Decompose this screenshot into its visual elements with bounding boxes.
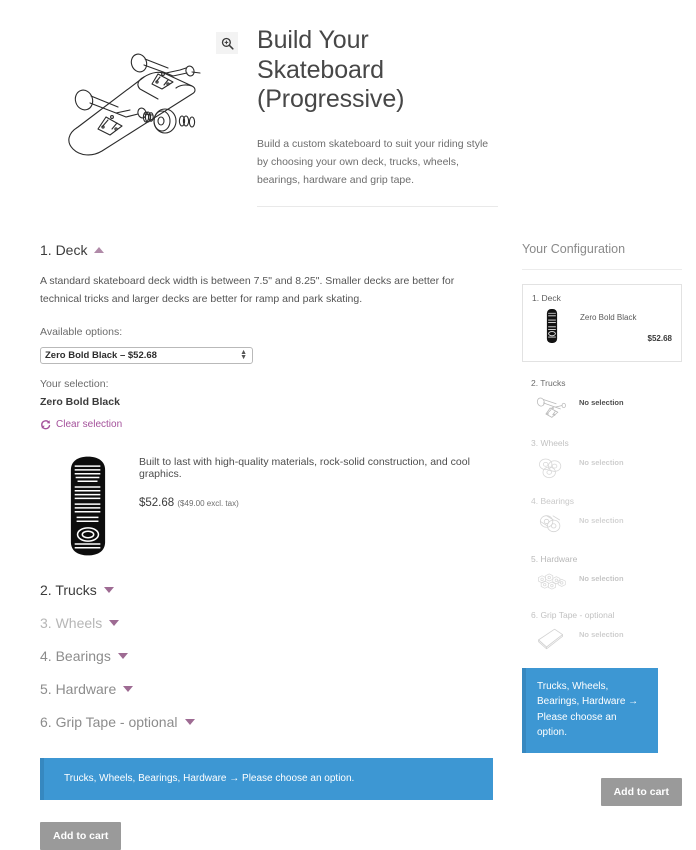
trucks-thumb-icon [534, 394, 568, 422]
main-cart-wrapper [40, 822, 500, 850]
main-alert-text: Trucks, Wheels, Bearings, Hardware → Please choose an option. [64, 773, 355, 785]
price-main: $52.68 [139, 497, 175, 510]
config-item-hardware [522, 554, 682, 594]
clear-selection-link[interactable] [40, 419, 122, 430]
section-header-griptape[interactable] [40, 714, 500, 730]
add-to-cart-button[interactable]: Add to cart [40, 822, 121, 850]
page-description: Build a custom skateboard to suit your riding style by choosing your own deck, trucks, wheels, bearings, hardware and grip tape. [257, 137, 489, 187]
your-selection-label: Your selection: [40, 378, 109, 391]
config-thumb-bearings [531, 512, 571, 538]
section-label-griptape: 6. Grip Tape - optional [40, 714, 178, 731]
hardware-thumb-icon [534, 570, 568, 594]
section-label-wheels: 3. Wheels [40, 615, 103, 632]
config-body-hardware [579, 570, 673, 583]
section-label-trucks: 2. Trucks [40, 582, 97, 599]
bearings-thumb-icon [535, 512, 567, 538]
config-body-deck [580, 309, 672, 351]
deck-product-info [135, 452, 500, 556]
hero-divider [257, 206, 498, 207]
your-selection-value: Zero Bold Black [40, 396, 120, 409]
deck-product-thumb [40, 452, 135, 556]
price-excl-tax: ($49.00 excl. tax) [177, 499, 239, 509]
config-body-griptape [579, 626, 673, 639]
add-to-cart-button-sidebar[interactable]: Add to cart [601, 778, 682, 806]
sidebar-alert-text: Trucks, Wheels, Bearings, Hardware → Please choose an option. [537, 680, 639, 739]
selected-product-row [40, 452, 500, 556]
configuration-title: Your Configuration [522, 241, 626, 256]
sidebar-cart-wrapper [522, 778, 682, 806]
config-heading-trucks: 2. Trucks [531, 377, 566, 388]
config-thumb-deck [532, 309, 572, 343]
section-header-hardware[interactable] [40, 681, 500, 697]
hero-section [0, 0, 696, 207]
config-row-deck [532, 309, 672, 351]
section-header-wheels[interactable] [40, 615, 500, 631]
config-item-deck [522, 284, 682, 362]
config-row-griptape [531, 626, 673, 652]
config-value-hardware: No selection [579, 573, 624, 583]
available-options-label: Available options: [40, 326, 123, 339]
config-row-wheels [531, 454, 673, 480]
collapsed-sections-list [40, 582, 500, 730]
config-thumb-wheels [531, 454, 571, 480]
section-header-bearings[interactable] [40, 648, 500, 664]
chevron-down-icon [118, 653, 128, 659]
config-heading-griptape: 6. Grip Tape - optional [531, 609, 615, 620]
config-value-griptape: No selection [579, 629, 624, 639]
deck-description: A standard skateboard deck width is between 7.5" and 8.25". Smaller decks are better for technical tricks and larger decks are better for ramp and park skating. [40, 274, 455, 305]
main-validation-alert [40, 758, 493, 800]
chevron-down-icon [185, 719, 195, 725]
section-label-hardware: 5. Hardware [40, 681, 117, 698]
select-stepper-icon: ▲ ▼ [240, 348, 247, 361]
deck-option-select[interactable] [40, 347, 253, 364]
main-columns [0, 207, 696, 850]
config-heading-bearings: 4. Bearings [531, 495, 574, 506]
config-body-bearings [579, 512, 673, 525]
magnifier-plus-icon [221, 37, 234, 50]
configuration-sidebar [522, 242, 682, 806]
clear-selection-label: Clear selection [56, 419, 123, 431]
page-title: Build Your Skateboard (Progressive) [257, 26, 405, 113]
section-header-trucks[interactable] [40, 582, 500, 598]
chevron-down-icon [109, 620, 119, 626]
config-item-trucks [522, 378, 682, 422]
config-value-wheels: No selection [579, 457, 624, 467]
config-thumb-griptape [531, 626, 571, 652]
deck-product-blurb: Built to last with high-quality materials, rock-solid construction, and cool graphics. [139, 456, 470, 481]
griptape-thumb-icon [535, 626, 567, 652]
config-value-bearings: No selection [579, 515, 624, 525]
section-label-deck: 1. Deck [40, 241, 88, 258]
config-row-bearings [531, 512, 673, 538]
section-header-deck[interactable] [40, 242, 500, 258]
config-heading-wheels: 3. Wheels [531, 437, 569, 448]
config-value-trucks: No selection [579, 397, 624, 407]
config-heading-deck: 1. Deck [532, 292, 561, 303]
config-thumb-hardware [531, 570, 571, 594]
chevron-down-icon [123, 686, 133, 692]
configurator-steps [40, 242, 500, 850]
skateboard-illustration [40, 22, 240, 172]
chevron-down-icon [104, 587, 114, 593]
image-zoom-button[interactable] [216, 32, 238, 54]
config-value-deck: Zero Bold Black [580, 312, 637, 322]
config-body-wheels [579, 454, 673, 467]
config-item-griptape [522, 610, 682, 652]
config-item-bearings [522, 496, 682, 538]
config-heading-hardware: 5. Hardware [531, 553, 578, 564]
config-thumb-trucks [531, 394, 571, 422]
deck-thumb-icon [546, 309, 558, 343]
hero-media [40, 22, 240, 172]
section-label-bearings: 4. Bearings [40, 648, 111, 665]
config-price-deck: $52.68 [647, 333, 672, 343]
configuration-divider [522, 269, 682, 270]
config-row-hardware [531, 570, 673, 594]
deck-product-price [139, 497, 500, 509]
config-item-wheels [522, 438, 682, 480]
deck-select-wrapper [40, 345, 253, 364]
config-row-trucks [531, 394, 673, 422]
refresh-icon [40, 419, 51, 430]
wheels-thumb-icon [535, 454, 567, 480]
zero-deck-icon [69, 456, 107, 556]
chevron-up-icon [94, 247, 104, 253]
config-body-trucks [579, 394, 673, 407]
hero-text [240, 22, 498, 207]
sidebar-validation-alert [522, 668, 658, 753]
